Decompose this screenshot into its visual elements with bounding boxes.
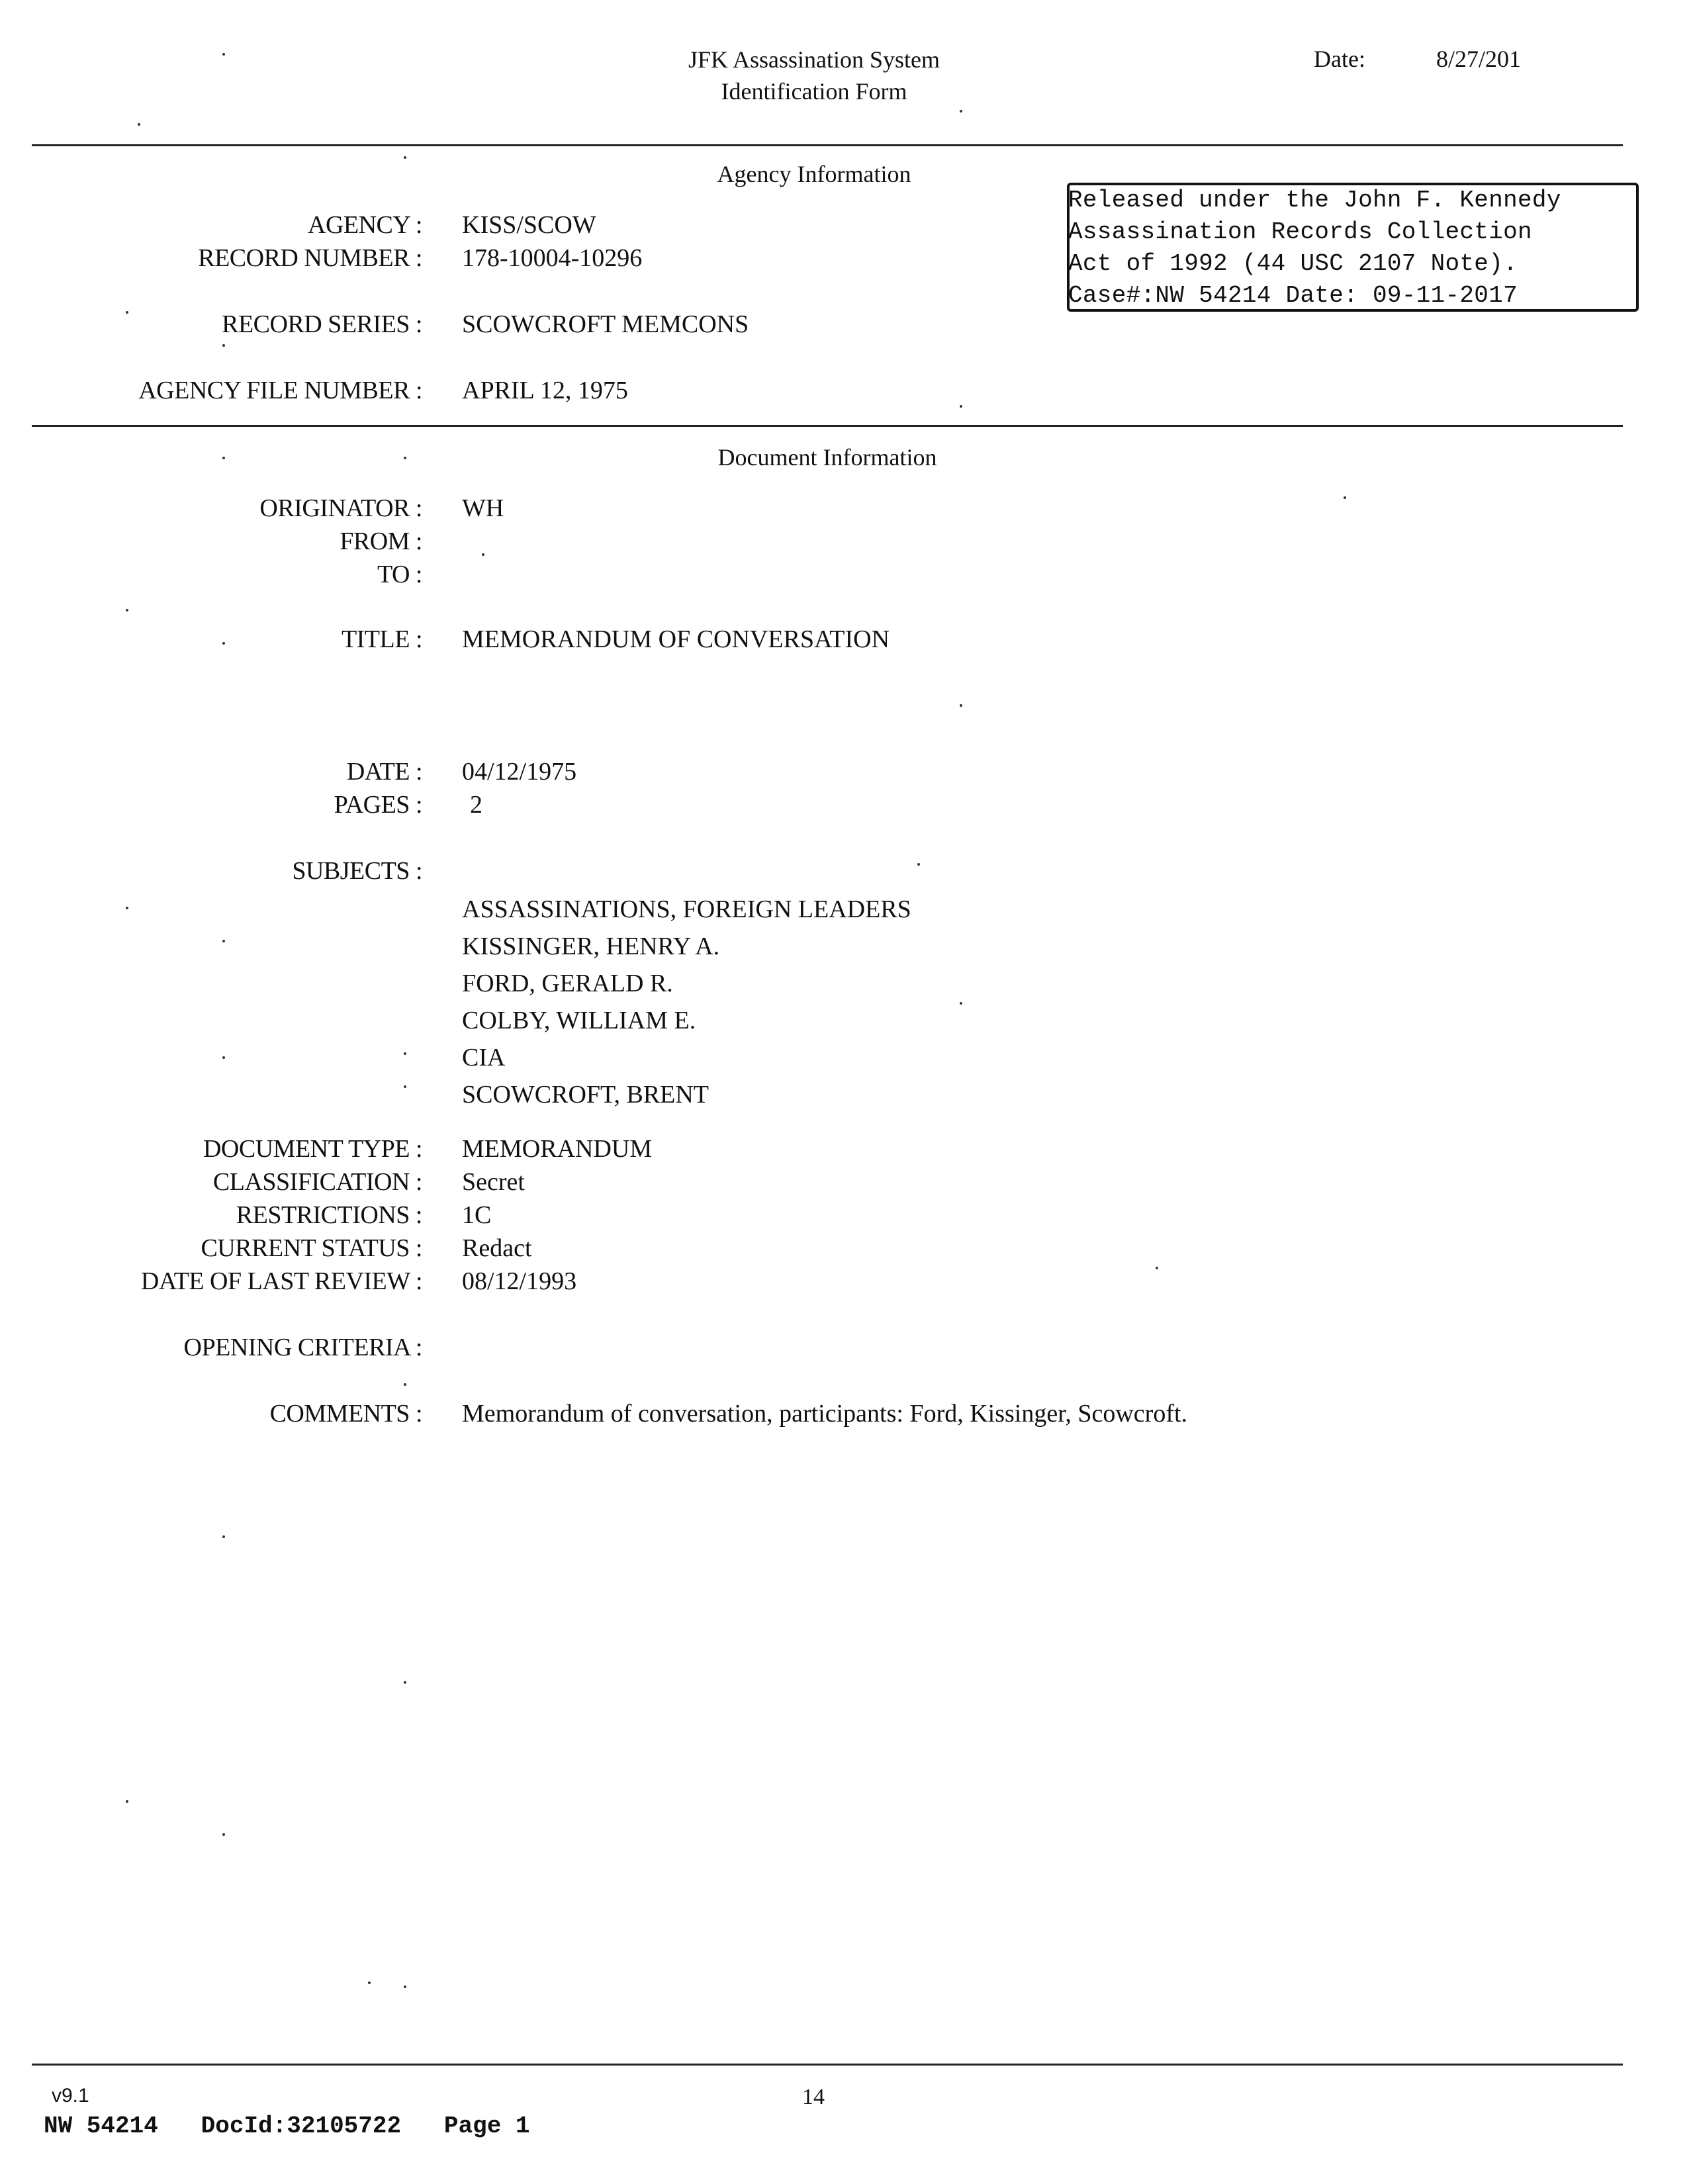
scan-speck	[960, 1002, 962, 1005]
scan-speck	[404, 1085, 406, 1088]
document-type-label: DOCUMENT TYPE :	[203, 1135, 422, 1163]
from-label: FROM :	[340, 527, 422, 555]
document-information-heading: Document Information	[717, 444, 937, 471]
scan-speck	[222, 1535, 225, 1538]
scan-speck	[126, 907, 128, 909]
scan-speck	[222, 642, 225, 645]
comments-value: Memorandum of conversation, participants: Ford, Kissinger, Scowcroft.	[462, 1400, 1188, 1428]
header-date-label: Date:	[1314, 46, 1365, 72]
release-stamp-line-1: Released under the John F. Kennedy	[1068, 187, 1561, 214]
scan-speck	[126, 311, 128, 314]
scan-speck	[222, 344, 225, 347]
scan-speck	[482, 553, 484, 556]
agency-file-number-value: APRIL 12, 1975	[462, 377, 628, 404]
originator-label: ORIGINATOR :	[259, 494, 422, 522]
subjects-label: SUBJECTS :	[292, 857, 422, 885]
subject-item: CIA	[462, 1044, 506, 1071]
date-value: 04/12/1975	[462, 758, 577, 786]
release-stamp-line-2: Assassination Records Collection	[1068, 218, 1532, 246]
scan-speck	[960, 110, 962, 113]
subject-item: COLBY, WILLIAM E.	[462, 1007, 696, 1034]
form-subtitle: Identification Form	[721, 78, 907, 105]
section-divider	[32, 425, 1623, 427]
restrictions-value: 1C	[462, 1201, 492, 1229]
scan-speck	[222, 1056, 225, 1059]
scan-speck	[404, 457, 406, 459]
scan-speck	[368, 1981, 371, 1984]
scan-speck	[404, 1383, 406, 1386]
current-status-value: Redact	[462, 1234, 532, 1262]
form-version: v9.1	[52, 2085, 89, 2107]
agency-label: AGENCY :	[308, 211, 422, 239]
document-id-line: NW 54214 DocId:32105722 Page 1	[44, 2113, 530, 2140]
originator-value: WH	[462, 494, 504, 522]
title-label: TITLE :	[341, 625, 422, 653]
restrictions-label: RESTRICTIONS :	[236, 1201, 422, 1229]
release-stamp-line-4: Case#:NW 54214 Date: 09-11-2017	[1068, 282, 1518, 309]
scan-speck	[222, 457, 225, 459]
classification-label: CLASSIFICATION :	[212, 1168, 422, 1196]
scan-speck	[404, 1052, 406, 1055]
record-series-value: SCOWCROFT MEMCONS	[462, 310, 749, 338]
header-date-value: 8/27/201	[1436, 46, 1522, 72]
subject-item: SCOWCROFT, BRENT	[462, 1081, 709, 1109]
to-label: TO :	[377, 561, 422, 588]
form-system-title: JFK Assassination System	[688, 46, 940, 73]
scan-speck	[126, 1800, 128, 1803]
scan-speck	[960, 704, 962, 707]
date-label: DATE :	[346, 758, 422, 786]
header-divider	[32, 144, 1623, 146]
pages-value: 2	[470, 791, 482, 819]
title-value: MEMORANDUM OF CONVERSATION	[462, 625, 890, 653]
pages-label: PAGES :	[334, 791, 422, 819]
scan-speck	[222, 1833, 225, 1836]
subject-item: FORD, GERALD R.	[462, 970, 673, 997]
comments-label: COMMENTS :	[269, 1400, 422, 1428]
subject-item: KISSINGER, HENRY A.	[462, 933, 720, 960]
scan-speck	[917, 863, 920, 866]
scan-speck	[404, 1681, 406, 1684]
scan-speck	[1156, 1267, 1158, 1269]
scan-speck	[222, 53, 225, 56]
agency-information-heading: Agency Information	[717, 161, 911, 187]
classification-value: Secret	[462, 1168, 525, 1196]
footer-divider	[32, 2064, 1623, 2066]
scan-speck	[404, 156, 406, 159]
scan-speck	[222, 940, 225, 942]
scan-speck	[1344, 496, 1346, 499]
document-type-value: MEMORANDUM	[462, 1135, 653, 1163]
scan-speck	[960, 405, 962, 408]
scan-speck	[126, 609, 128, 612]
record-series-label: RECORD SERIES :	[222, 310, 422, 338]
scan-speck	[138, 123, 140, 126]
record-number-label: RECORD NUMBER :	[198, 244, 422, 272]
date-of-last-review-value: 08/12/1993	[462, 1267, 577, 1295]
agency-file-number-label: AGENCY FILE NUMBER :	[138, 377, 422, 404]
scan-speck	[404, 1985, 406, 1988]
footer-page-number: 14	[802, 2085, 825, 2109]
release-stamp-line-3: Act of 1992 (44 USC 2107 Note).	[1068, 250, 1518, 277]
opening-criteria-label: OPENING CRITERIA :	[183, 1334, 422, 1361]
current-status-label: CURRENT STATUS :	[201, 1234, 422, 1262]
agency-value: KISS/SCOW	[462, 211, 596, 239]
date-of-last-review-label: DATE OF LAST REVIEW :	[140, 1267, 422, 1295]
subject-item: ASSASSINATIONS, FOREIGN LEADERS	[462, 895, 911, 923]
record-number-value: 178-10004-10296	[462, 244, 643, 272]
